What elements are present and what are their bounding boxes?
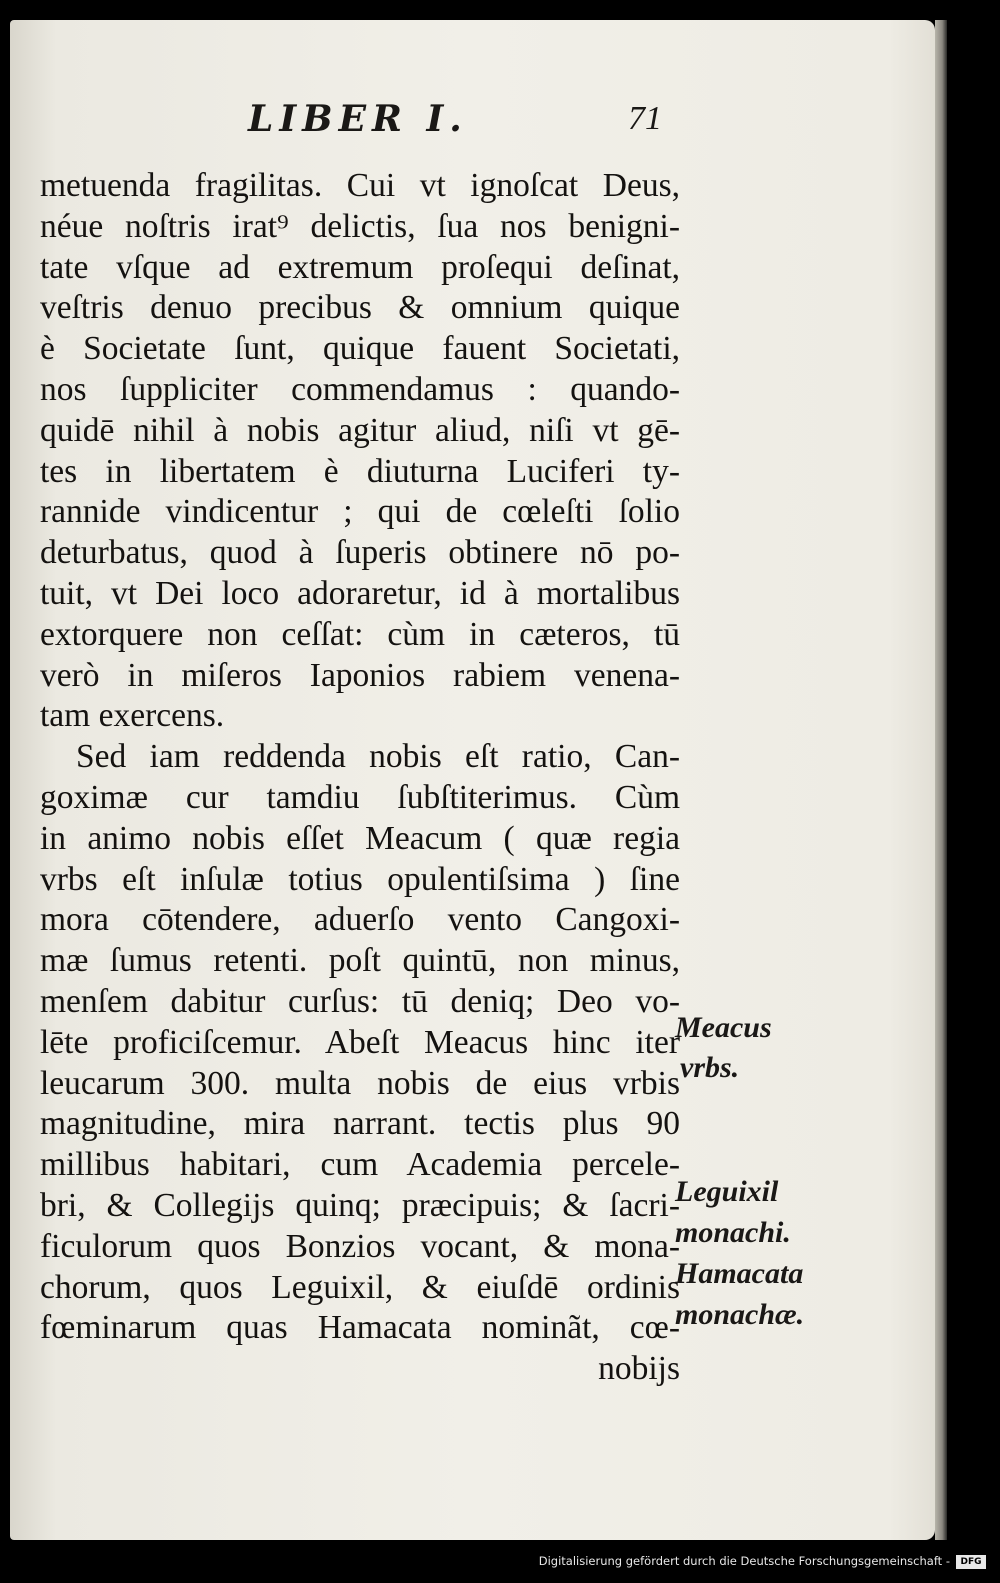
text-line: in animo nobis eſſet Meacum ( quæ regia	[40, 819, 680, 857]
text-line: vrbs eſt inſulæ totius opulentiſsima ) ſine	[40, 860, 680, 898]
text-line: lēte proficiſcemur. Abeſt Meacus hinc iter	[40, 1023, 680, 1061]
margin-note-vrbs: vrbs.	[680, 1051, 740, 1084]
text-line: goximæ cur tamdiu ſubſtiterimus. Cùm	[40, 778, 680, 816]
text-line: veſtris denuo precibus & omnium quique	[40, 289, 680, 327]
body-text	[40, 166, 680, 1390]
running-head: LIBER I.	[248, 98, 468, 140]
page-header	[10, 98, 935, 158]
text-line: magnitudine, mira narrant. tectis plus 90	[40, 1105, 680, 1143]
text-line: néue noſtris irat⁹ delictis, ſua nos benigni-	[40, 207, 680, 245]
text-line: nos ſuppliciter commendamus : quando-	[40, 370, 680, 408]
text-line: chorum, quos Leguixil, & eiuſdē ordinis	[40, 1268, 680, 1306]
text-line: ficulorum quos Bonzios vocant, & mona-	[40, 1227, 680, 1265]
funding-credit: Digitalisierung gefördert durch die Deutsche Forschungsgemeinschaft -	[538, 1554, 950, 1568]
text-line: bri, & Collegijs quinq; præcipuis; & ſacri-	[40, 1186, 680, 1224]
margin-note-hamacata: Hamacata	[675, 1257, 804, 1290]
page-number: 71	[628, 100, 662, 137]
text-line: extorquere non ceſſat: cùm in cæteros, tū	[40, 615, 680, 653]
text-line: rannide vindicentur ; qui de cœleſti ſolio	[40, 493, 680, 531]
book-page	[10, 20, 935, 1540]
margin-note-monachi: monachi.	[675, 1216, 791, 1249]
footer-bar	[0, 1548, 1000, 1583]
text-line: leucarum 300. multa nobis de eius vrbis	[40, 1064, 680, 1102]
text-line: fœminarum quas Hamacata nominãt, cœ-	[40, 1309, 680, 1347]
text-line: mæ ſumus retenti. poſt quintū, non minus,	[40, 942, 680, 980]
margin-note-monachae: monachæ.	[675, 1298, 805, 1331]
margin-note-leguixil: Leguixil	[675, 1175, 779, 1208]
page-edge	[935, 20, 947, 1540]
text-line: metuenda fragilitas. Cui vt ignoſcat Deus,	[40, 167, 680, 204]
text-line: Sed iam reddenda nobis eſt ratio, Can-	[76, 738, 680, 776]
text-line: tuit, vt Dei loco adoraretur, id à mortalibus	[40, 574, 680, 612]
text-line: tam exercens.	[40, 697, 225, 735]
text-line: millibus habitari, cum Academia percele-	[40, 1146, 680, 1184]
text-line: tate vſque ad extremum proſequi deſinat,	[40, 248, 680, 286]
text-line: è Societate ſunt, quique fauent Societati,	[40, 330, 680, 368]
dfg-logo: DFG	[956, 1555, 986, 1569]
margin-note-meacus: Meacus	[675, 1011, 772, 1044]
text-line: mora cōtendere, aduerſo vento Cangoxi-	[40, 901, 680, 939]
catchword: nobijs	[598, 1350, 680, 1388]
text-line: deturbatus, quod à ſuperis obtinere nō po-	[40, 534, 680, 572]
text-line: tes in libertatem è diuturna Luciferi ty-	[40, 452, 680, 490]
text-line: menſem dabitur curſus: tū deniq; Deo vo-	[40, 982, 680, 1020]
text-line: quidē nihil à nobis agitur aliud, niſi vt gē-	[40, 411, 680, 449]
text-line: verò in miſeros Iaponios rabiem venena-	[40, 656, 680, 694]
